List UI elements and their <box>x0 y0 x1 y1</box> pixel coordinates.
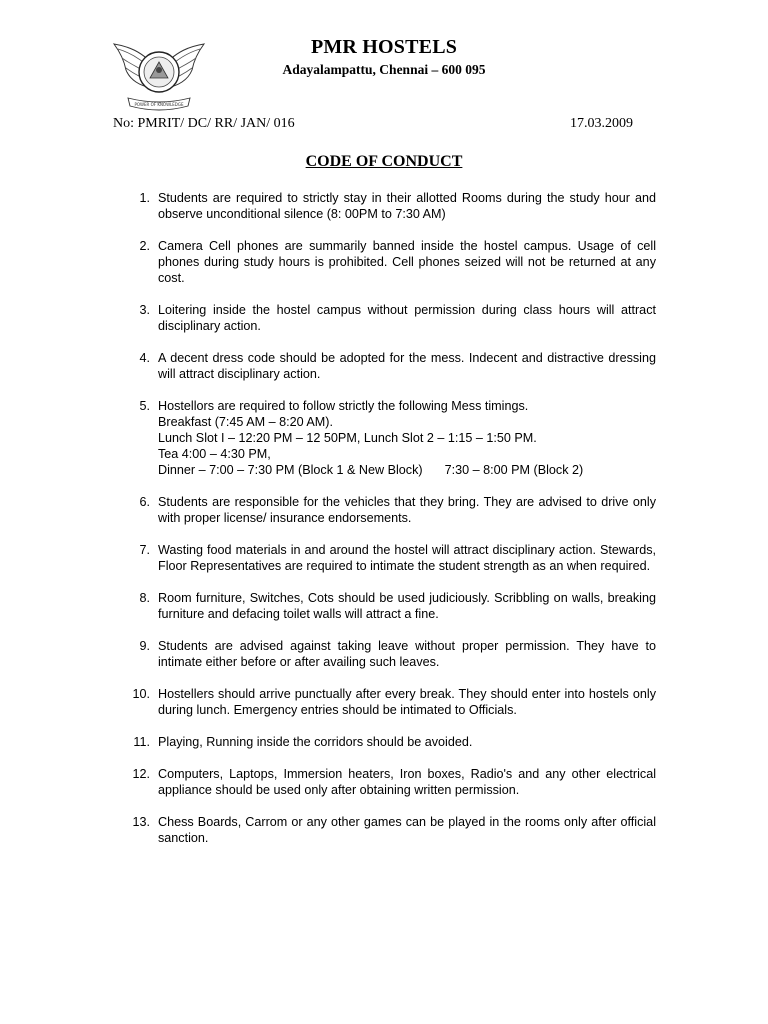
rule-number: 1. <box>139 191 150 205</box>
rule-number: 11. <box>133 735 150 749</box>
rule-number: 3. <box>139 303 150 317</box>
rule-number: 4. <box>139 351 150 365</box>
rule-number: 9. <box>139 639 150 653</box>
list-item <box>128 686 656 718</box>
list-item <box>128 734 656 750</box>
reference-number: No: PMRIT/ DC/ RR/ JAN/ 016 <box>113 116 295 131</box>
rule-number: 13. <box>132 815 150 829</box>
rules-list <box>128 190 656 862</box>
rule-number: 5. <box>139 399 150 413</box>
hostel-address: Adayalampattu, Chennai – 600 095 <box>282 62 486 77</box>
rule-text: Playing, Running inside the corridors should be avoided. <box>158 735 473 749</box>
dinner-timing <box>158 462 656 478</box>
rule-text: Students are responsible for the vehicles that they bring. They are advised to drive only with proper license/ insurance endorsements. <box>158 495 656 525</box>
rule-number: 10. <box>132 687 150 701</box>
rule-text: A decent dress code should be adopted for the mess. Indecent and distractive dressing will attract disciplinary action. <box>158 351 656 381</box>
list-item <box>128 302 656 334</box>
rule-text: Room furniture, Switches, Cots should be used judiciously. Scribbling on walls, breaking furniture and defacing toilet walls will attract a fine. <box>158 591 656 621</box>
mess-timings-intro: Hostellors are required to follow strictly the following Mess timings. <box>158 399 529 413</box>
list-item <box>128 542 656 574</box>
list-item <box>128 590 656 622</box>
dinner-block-1: Dinner – 7:00 – 7:30 PM (Block 1 & New Block) <box>158 463 423 477</box>
dinner-block-2: 7:30 – 8:00 PM (Block 2) <box>444 463 584 477</box>
document-heading: CODE OF CONDUCT <box>305 153 463 170</box>
rule-text: Students are advised against taking leave without proper permission. They have to intimate either before or after availing such leaves. <box>158 639 656 669</box>
breakfast-timing: Breakfast (7:45 AM – 8:20 AM). <box>158 415 333 429</box>
list-item <box>128 814 656 846</box>
list-item <box>128 190 656 222</box>
list-item <box>128 494 656 526</box>
emblem-motto: POWER OF KNOWLEDGE <box>134 102 184 107</box>
rule-number: 8. <box>139 591 150 605</box>
rule-number: 7. <box>139 543 150 557</box>
page-title: PMR HOSTELS <box>310 36 458 58</box>
rule-number: 12. <box>132 767 150 781</box>
rule-text: Computers, Laptops, Immersion heaters, Iron boxes, Radio's and any other electrical appliance should be used only after obtaining written permission. <box>158 767 656 797</box>
document-date: 17.03.2009 <box>570 116 633 131</box>
rule-text <box>158 398 656 478</box>
list-item <box>128 238 656 286</box>
tea-timing: Tea 4:00 – 4:30 PM, <box>158 447 271 461</box>
list-item <box>128 398 656 478</box>
list-item <box>128 766 656 798</box>
rule-text: Loitering inside the hostel campus without permission during class hours will attract disciplinary action. <box>158 303 656 333</box>
rule-text: Chess Boards, Carrom or any other games can be played in the rooms only after official sanction. <box>158 815 656 845</box>
list-item <box>128 638 656 670</box>
rule-text: Students are required to strictly stay in their allotted Rooms during the study hour and observe unconditional silence (8: 00PM to 7:30 AM) <box>158 191 656 221</box>
rule-text: Camera Cell phones are summarily banned inside the hostel campus. Usage of cell phones during study hours is prohibited. Cell phones seized will not be returned at any cost. <box>158 239 656 285</box>
rule-number: 6. <box>139 495 150 509</box>
list-item <box>128 350 656 382</box>
rule-text: Hostellers should arrive punctually after every break. They should enter into hostels only during lunch. Emergency entries should be intimated to Officials. <box>158 687 656 717</box>
rule-number: 2. <box>139 239 150 253</box>
reference-line <box>113 116 633 132</box>
lunch-timing: Lunch Slot I – 12:20 PM – 12 50PM, Lunch Slot 2 – 1:15 – 1:50 PM. <box>158 431 537 445</box>
rule-text: Wasting food materials in and around the hostel will attract disciplinary action. Stewards, Floor Representatives are required to intimate the student strength as an when required. <box>158 543 656 573</box>
